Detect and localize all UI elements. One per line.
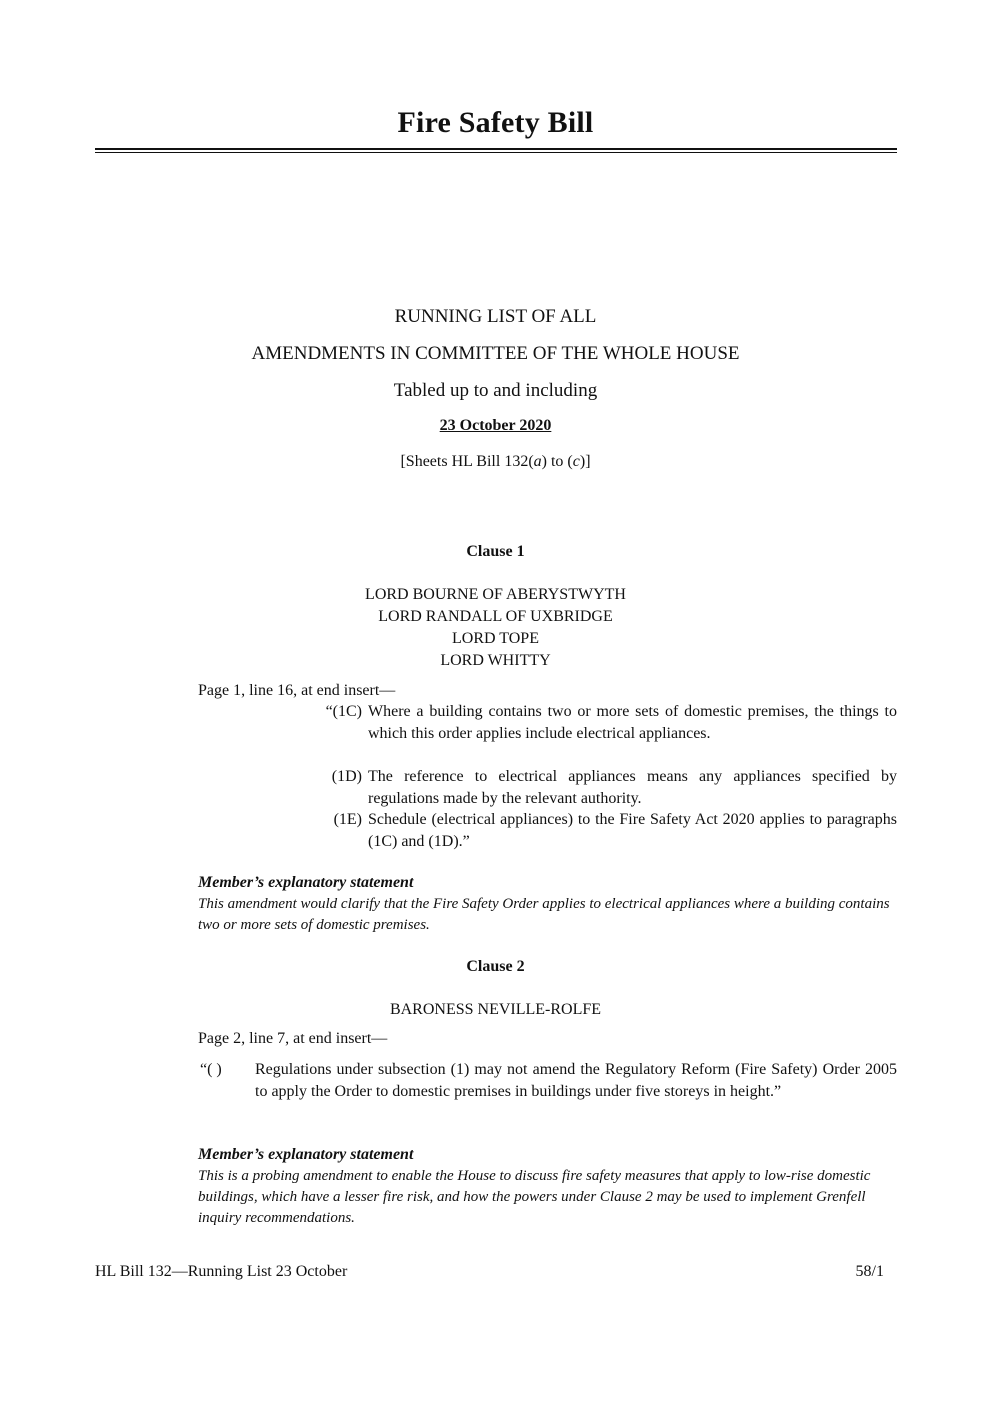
member-name: LORD BOURNE OF ABERYSTWYTH (365, 586, 626, 603)
paragraph-text: Regulations under subsection (1) may not amend the Regulatory Reform (Fire Safety) Order 2005 to apply the Order to domestic premises in buildings under five storeys in height.” (255, 1061, 897, 1100)
amendment-location-2: Page 2, line 7, at end insert— (198, 1030, 388, 1047)
clause-heading-2: Clause 2 (466, 958, 525, 975)
clause-heading-1: Clause 1 (466, 543, 525, 560)
sheets-mid: ) to ( (541, 453, 573, 470)
paragraph-number: “( ) (200, 1061, 222, 1078)
paragraph-text: Schedule (electrical appliances) to the Fire Safety Act 2020 applies to paragraphs (1C) and (1D).” (368, 811, 897, 850)
paragraph-text: The reference to electrical appliances means any appliances specified by regulations made by the relevant authority. (368, 768, 897, 807)
sheets-suffix: )] (579, 453, 591, 470)
member-name: LORD RANDALL OF UXBRIDGE (378, 608, 613, 625)
intro-line-3: Tabled up to and including (393, 380, 598, 401)
title-rule-thick (95, 148, 897, 150)
sheets-a: a (533, 453, 542, 470)
intro-line-2: AMENDMENTS IN COMMITTEE OF THE WHOLE HOUSE (251, 343, 740, 364)
paragraph-text: Where a building contains two or more sets of domestic premises, the things to which this order applies include electrical appliances. (368, 703, 897, 742)
statement-text: This is a probing amendment to enable the House to discuss fire safety measures that apply to low-rise domestic buildings, which have a lesser fire risk, and how the powers under Clause 2 may be used to implement Grenfell inquiry recommendations. (198, 1168, 871, 1226)
sheets-prefix: [Sheets HL Bill 132( (400, 453, 534, 470)
paragraph-number: (1E) (333, 811, 362, 828)
paragraph-number: (1D) (331, 768, 362, 785)
title-rule-thin (95, 152, 897, 153)
statement-heading: Member’s explanatory statement (198, 874, 414, 891)
intro-sheets (0, 453, 991, 471)
footer-page-number: 58/1 (855, 1263, 884, 1280)
statement-heading: Member’s explanatory statement (198, 1146, 414, 1163)
statement-text: This amendment would clarify that the Fire Safety Order applies to electrical appliances where a building contains two or more sets of domestic premises. (198, 896, 890, 933)
intro-line-1: RUNNING LIST OF ALL (394, 306, 597, 327)
member-name: BARONESS NEVILLE-ROLFE (389, 1001, 602, 1018)
amendment-location-1: Page 1, line 16, at end insert— (198, 682, 396, 699)
bill-title: Fire Safety Bill (397, 106, 594, 139)
member-name: LORD WHITTY (440, 652, 551, 669)
intro-date-wrap (0, 417, 991, 435)
footer-bill-ref: HL Bill 132—Running List 23 October (95, 1263, 348, 1280)
paragraph-number: “(1C) (325, 703, 362, 720)
member-name: LORD TOPE (452, 630, 539, 647)
sheets-c: c (572, 453, 580, 470)
intro-date: 23 October 2020 (439, 417, 552, 434)
